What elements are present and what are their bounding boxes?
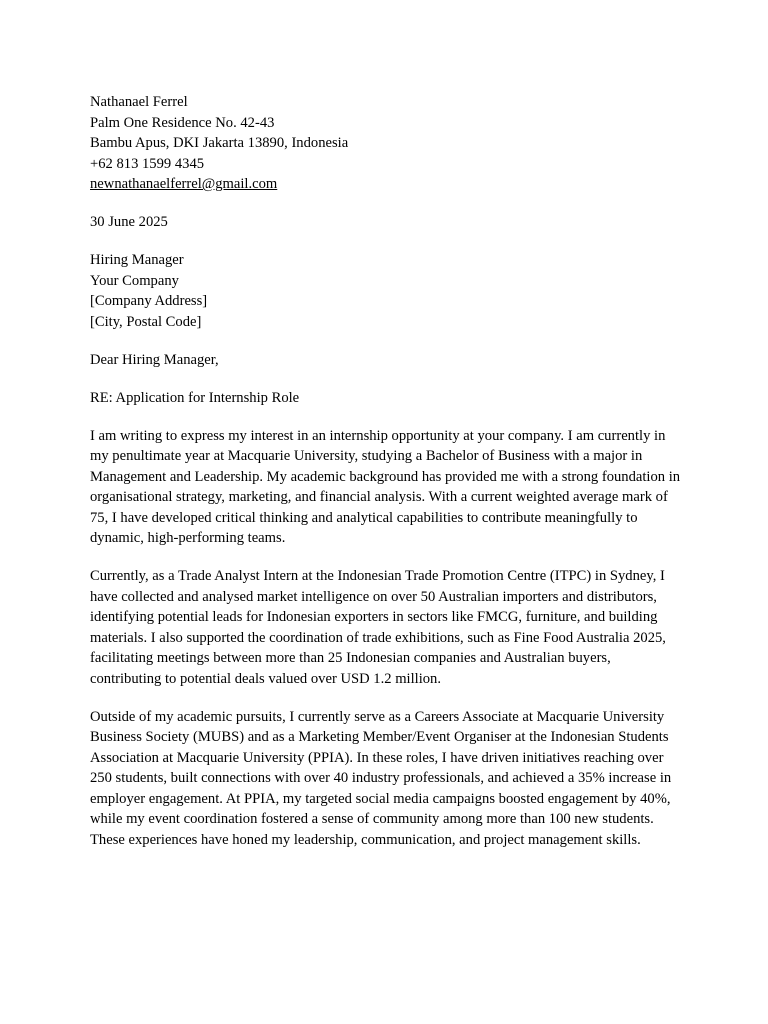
letter-date: 30 June 2025 xyxy=(90,214,168,230)
paragraph-extracurricular: Outside of my academic pursuits, I currently serve as a Careers Associate at Macquarie University Business Society (MUBS) and as a Marketing Member/Event Organiser at the Indonesian Students Association at Macquarie University (PPIA). In these roles, I have driven initiatives reaching over 250 students, built connections with over 40 industry professionals, and achieved a 35% increase in employer engagement. At PPIA, my targeted social media campaigns boosted engagement by 40%, while my event coordination fostered a sense of community among more than 100 new students. These experiences have honed my leadership, communication, and project management skills. xyxy=(90,708,672,848)
sender-email-link[interactable]: newnathanaelferrel@gmail.com xyxy=(90,176,278,192)
recipient-city: [City, Postal Code] xyxy=(90,313,202,330)
subject-line: RE: Application for Internship Role xyxy=(90,389,300,406)
letter-body xyxy=(90,92,682,868)
paragraph-experience: Currently, as a Trade Analyst Intern at the Indonesian Trade Promotion Centre (ITPC) in Sydney, I have collected and analysed market intelligence on over 50 Australian importers and distributors, identifying potential leads for Indonesian exporters in sectors like FMCG, furniture, and building materials. I also supported the coordination of trade exhibitions, such as Fine Food Australia 2025, facilitating meetings between more than 25 Indonesian companies and Australian buyers, contributing to potential deals valued over USD 1.2 million. xyxy=(90,568,666,687)
salutation-block xyxy=(90,350,682,371)
subject-block xyxy=(90,388,682,409)
paragraph-intro: I am writing to express my interest in an internship opportunity at your company. I am currently in my penultimate year at Macquarie University, studying a Bachelor of Business with a major in Management and Leadership. My academic background has provided me with a strong foundation in organisational strategy, marketing, and financial analysis. With a current weighted average mark of 75, I have developed critical thinking and analytical capabilities to contribute meaningfully to dynamic, high-performing teams. xyxy=(90,427,681,546)
date-block xyxy=(90,212,682,233)
recipient-address: [Company Address] xyxy=(90,293,208,309)
sender-name: Nathanael Ferrel xyxy=(90,94,188,110)
recipient-block xyxy=(90,250,682,332)
recipient-company: Your Company xyxy=(90,272,179,289)
sender-block xyxy=(90,92,682,195)
sender-address-line2: Bambu Apus, DKI Jakarta 13890, Indonesia xyxy=(90,135,349,151)
recipient-title: Hiring Manager xyxy=(90,252,184,268)
sender-address-line1: Palm One Residence No. 42-43 xyxy=(90,114,275,131)
sender-phone: +62 813 1599 4345 xyxy=(90,155,205,172)
salutation: Dear Hiring Manager, xyxy=(90,351,219,368)
